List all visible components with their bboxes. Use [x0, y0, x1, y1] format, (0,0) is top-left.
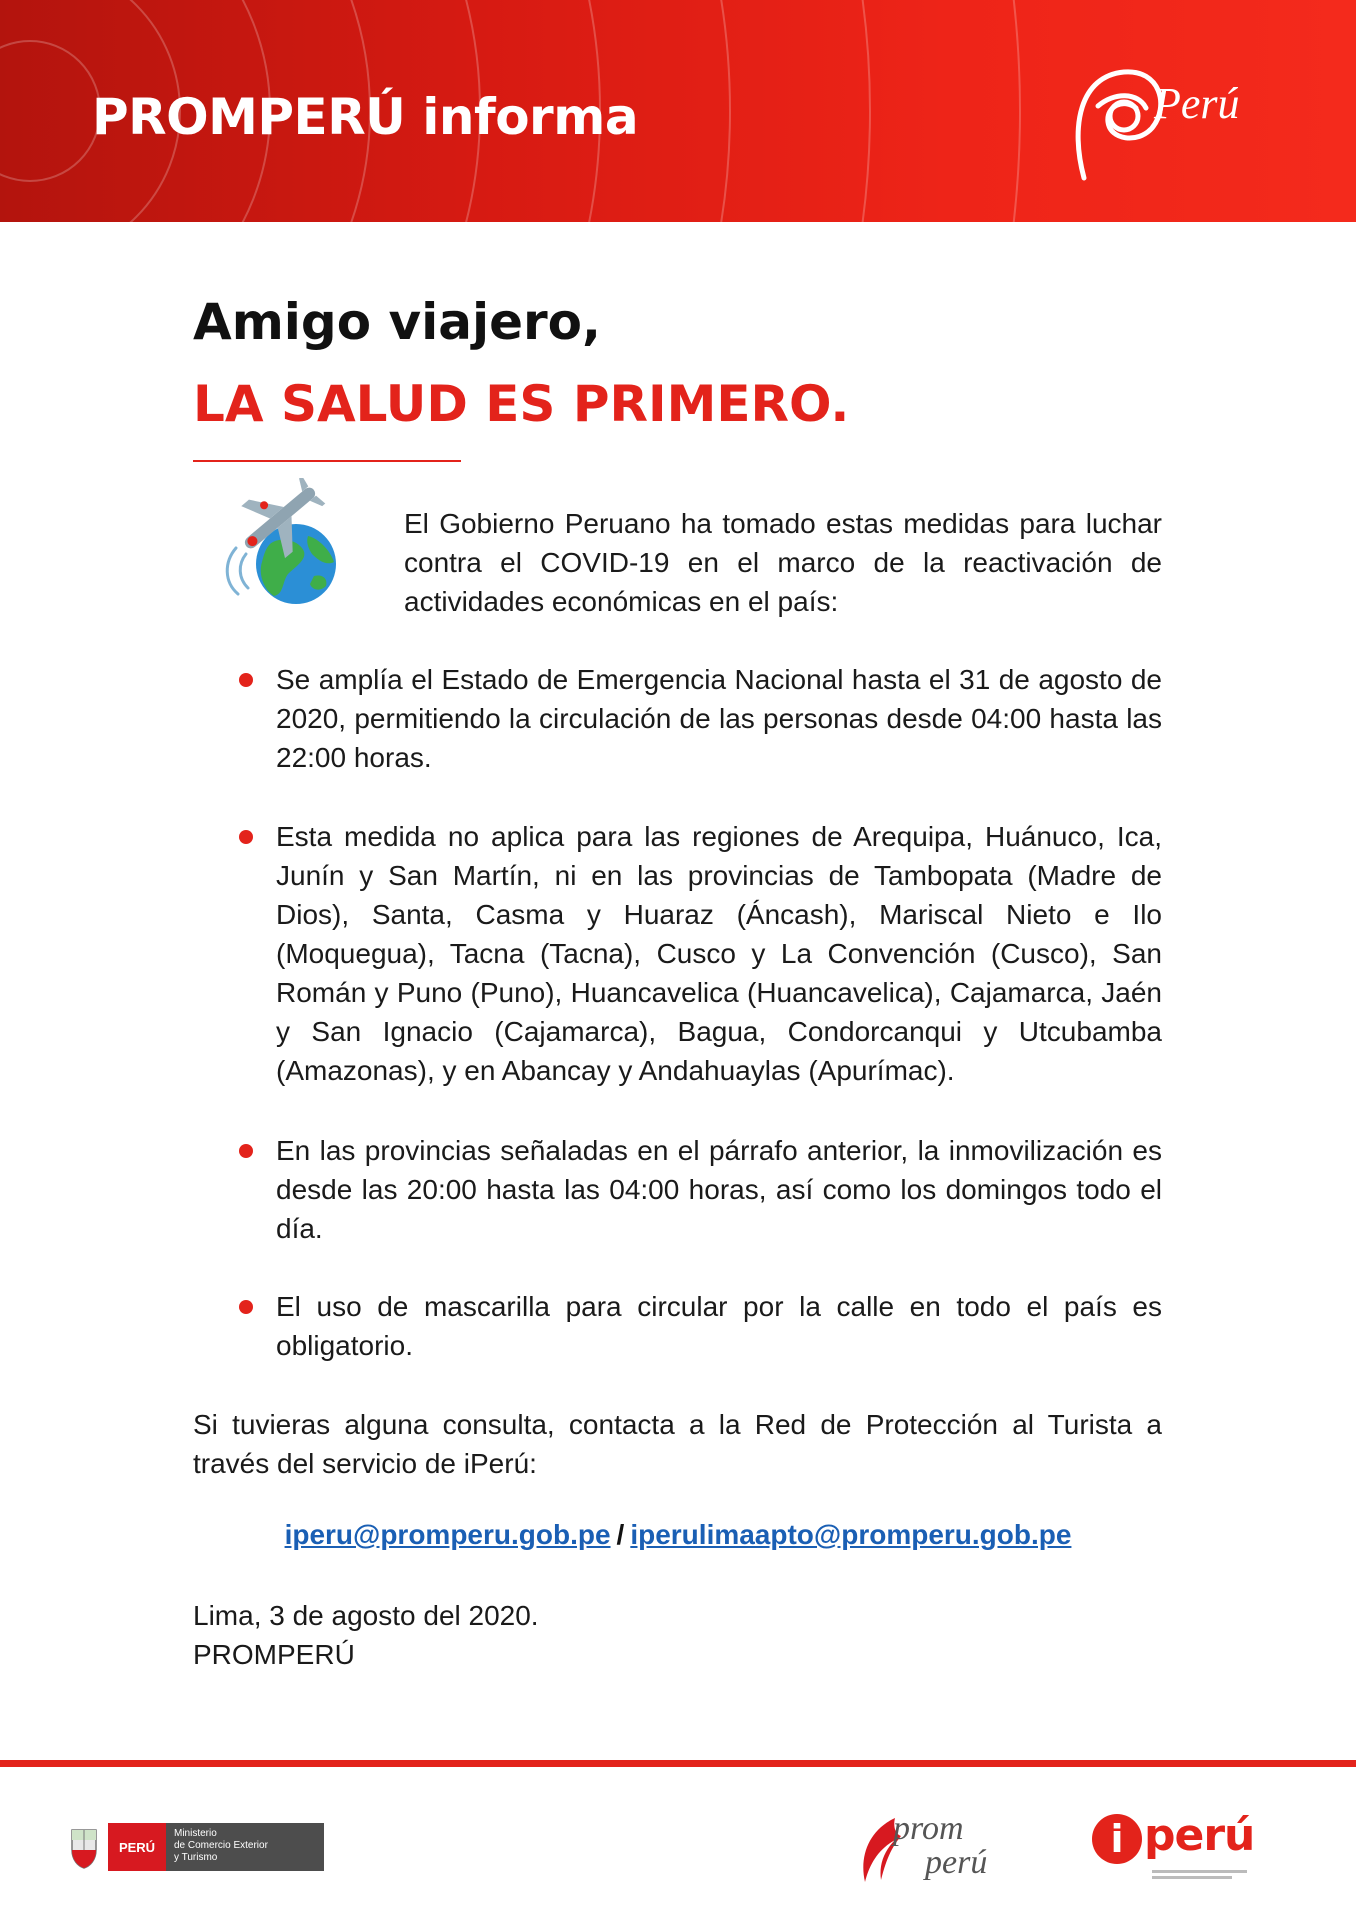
bullet-dot-icon [239, 1300, 253, 1314]
header-banner [0, 0, 1356, 222]
iperu-info-icon: i [1092, 1814, 1142, 1864]
email-separator: / [616, 1519, 625, 1550]
promperu-logo [855, 1808, 1015, 1888]
signoff-org: PROMPERÚ [193, 1639, 355, 1670]
email-link-iperu-lima-airport[interactable]: iperulimaapto@promperu.gob.pe [630, 1519, 1072, 1550]
headline-underline [193, 460, 461, 462]
promperu-word-prom: prom [893, 1810, 964, 1847]
bullet-dot-icon [239, 830, 253, 844]
ministry-name [166, 1823, 324, 1871]
gov-flag-label: PERÚ [108, 1823, 166, 1871]
headline: LA SALUD ES PRIMERO. [193, 375, 850, 433]
iperu-logo [1092, 1810, 1262, 1884]
ministry-line: de Comercio Exterior [174, 1840, 268, 1851]
email-links [0, 1519, 1356, 1551]
place-date: Lima, 3 de agosto del 2020. [193, 1600, 539, 1631]
peru-brand-logo [1062, 66, 1262, 186]
list-item-text: Esta medida no aplica para las regiones de Arequipa, Huánuco, Ica, Junín y San Martín, ni en las provincias de Tambopata (Madre de Dios), Santa, Casma y Huaraz (Áncash), Mariscal Nieto e Ilo (Moquegua), Tacna (Tacna), Cusco y La Convención (Cusco), San Román y Puno (Puno), Huancavelica (Huancavelica), Cajamarca, Jaén y San Ignacio (Cajamarca), Bagua, Condorcanqui y Utcubamba (Amazonas), y en Abancay y Andahuaylas (Apurímac). [276, 821, 1162, 1086]
iperu-tagline-line [1152, 1870, 1247, 1873]
plane-globe-icon [210, 478, 350, 608]
email-link-iperu[interactable]: iperu@promperu.gob.pe [284, 1519, 611, 1550]
iperu-tagline-line [1152, 1876, 1232, 1879]
signoff [193, 1596, 539, 1674]
promperu-word-peru: perú [925, 1844, 988, 1881]
ministry-line: Ministerio [174, 1828, 217, 1839]
footer-divider [0, 1760, 1356, 1767]
intro-paragraph: El Gobierno Peruano ha tomado estas medidas para luchar contra el COVID-19 en el marco de la reactivación de actividades económicas en el país: [404, 508, 1162, 617]
list-item-text: En las provincias señaladas en el párrafo anterior, la inmovilización es desde las 20:00 hasta las 04:00 horas, así como los domingos todo el día. [276, 1135, 1162, 1244]
ministry-logo [68, 1820, 324, 1874]
logo-wordmark: Perú [1154, 79, 1240, 128]
iperu-wordmark: perú [1144, 1810, 1255, 1861]
header-title: PROMPERÚ informa [92, 88, 639, 146]
bullet-dot-icon [239, 1144, 253, 1158]
bullet-dot-icon [239, 673, 253, 687]
coat-of-arms-icon [68, 1824, 100, 1870]
ministry-line: y Turismo [174, 1852, 218, 1863]
list-item-text: El uso de mascarilla para circular por la calle en todo el país es obligatorio. [276, 1291, 1162, 1361]
list-item-text: Se amplía el Estado de Emergencia Nacional hasta el 31 de agosto de 2020, permitiendo la circulación de las personas desde 04:00 hasta las 22:00 horas. [276, 664, 1162, 773]
greeting: Amigo viajero, [193, 293, 602, 351]
contact-paragraph: Si tuvieras alguna consulta, contacta a la Red de Protección al Turista a través del servicio de iPerú: [193, 1409, 1162, 1479]
